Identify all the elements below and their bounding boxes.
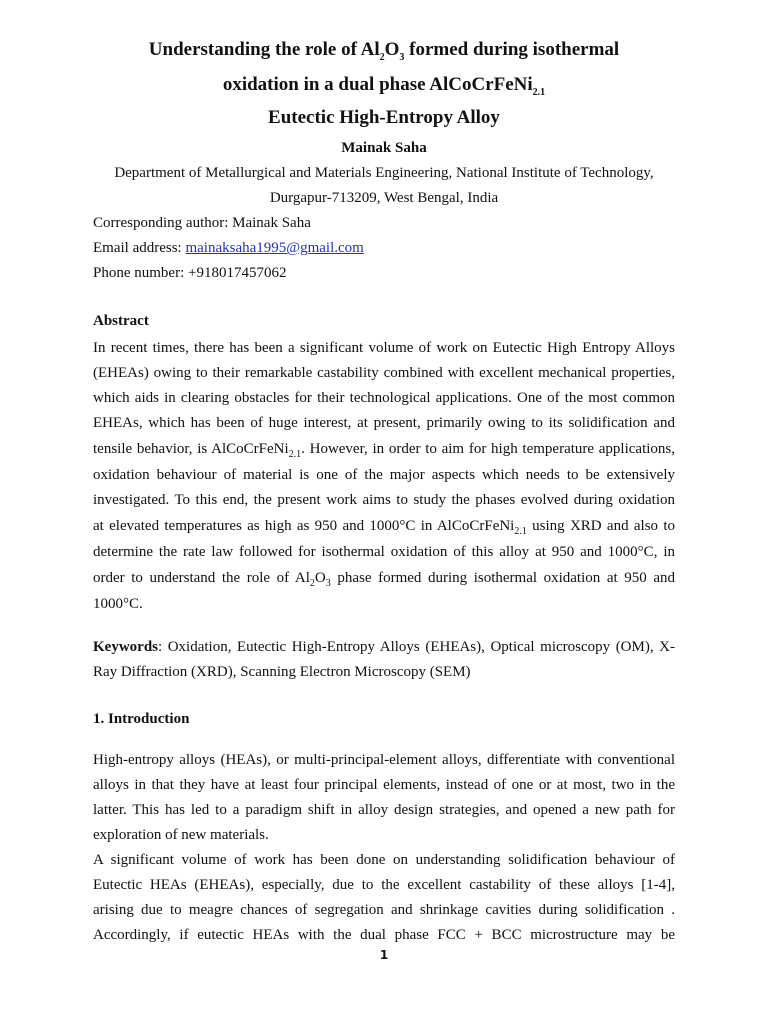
abstract-line: investigated. To this end, the present work aims to study the phases evolved during oxidation	[93, 492, 675, 508]
title-line-3: Eutectic High-Entropy Alloy	[268, 107, 500, 128]
email-line: Email address: mainaksaha1995@gmail.com	[93, 240, 364, 256]
abstract-heading: Abstract	[93, 313, 149, 329]
abstract-line: 1000°C.	[93, 596, 143, 612]
intro-line: arising due to meagre chances of segregation and shrinkage cavities during solidification .	[93, 902, 675, 918]
intro-line: Eutectic HEAs (EHEAs), especially, due to the excellent castability of these alloys [1-4],	[93, 877, 675, 893]
keywords-label: Keywords	[93, 639, 158, 655]
intro-line: alloys in that they have at least four principal elements, instead of one or at most, two in the	[93, 777, 675, 793]
abstract-line: oxidation behaviour of material is one of the major aspects which needs to be extensively	[93, 467, 675, 483]
intro-line: A significant volume of work has been done on understanding solidification behaviour of	[93, 852, 675, 868]
abstract-line: (EHEAs) owing to their remarkable castability combined with excellent mechanical properties,	[93, 365, 675, 381]
abstract-line: tensile behavior, is AlCoCrFeNi$_{2.1}$. However, in order to aim for high temperature applications,	[93, 441, 675, 460]
abstract-line: at elevated temperatures as high as 950 and 1000°C in AlCoCrFeNi$_{2.1}$ using XRD and also to	[93, 518, 675, 537]
title-line-1: Understanding the role of $Al_2O_3$ formed during isothermal	[148, 39, 620, 63]
affiliation-line-1: Department of Metallurgical and Materials Engineering, National Institute of Technology,	[114, 165, 654, 181]
keywords-line-1: Keywords: Oxidation, Eutectic High-Entropy Alloys (EHEAs), Optical microscopy (OM), X-	[93, 639, 675, 655]
intro-line: High-entropy alloys (HEAs), or multi-principal-element alloys, differentiate with conventional	[93, 752, 675, 768]
abstract-line: determine the rate law followed for isothermal oxidation of this alloy at 950 and 1000°C, in	[93, 544, 675, 560]
keywords-line-2: Ray Diffraction (XRD), Scanning Electron Microscopy (SEM)	[93, 664, 471, 680]
phone-number: Phone number: +918017457062	[93, 265, 287, 281]
abstract-line: order to understand the role of $Al_2O_3$ phase formed during isothermal oxidation at 950 and	[93, 570, 675, 589]
author-name: Mainak Saha	[341, 140, 427, 156]
email-link[interactable]: mainaksaha1995@gmail.com	[185, 240, 364, 256]
abstract-line: EHEAs, which has been of huge interest, at present, primarily owing to its solidification and	[93, 415, 675, 431]
abstract-line: which aids in clearing obstacles for their technological applications. One of the most common	[93, 390, 675, 406]
title-line-2: oxidation in a dual phase AlCoCrFeNi$_{2.1}$	[222, 74, 546, 98]
intro-line: exploration of new materials.	[93, 827, 269, 843]
abstract-line: In recent times, there has been a significant volume of work on Eutectic High Entropy Alloys	[93, 340, 675, 356]
intro-line: latter. This has led to a paradigm shift in alloy design strategies, and opened a new path for	[93, 802, 675, 818]
introduction-heading: 1. Introduction	[93, 711, 190, 727]
intro-line: Accordingly, if eutectic HEAs with the dual phase FCC + BCC microstructure may be	[93, 927, 675, 943]
corresponding-author: Corresponding author: Mainak Saha	[93, 215, 311, 231]
page-number: 1	[379, 948, 389, 962]
affiliation-line-2: Durgapur-713209, West Bengal, India	[269, 190, 499, 206]
